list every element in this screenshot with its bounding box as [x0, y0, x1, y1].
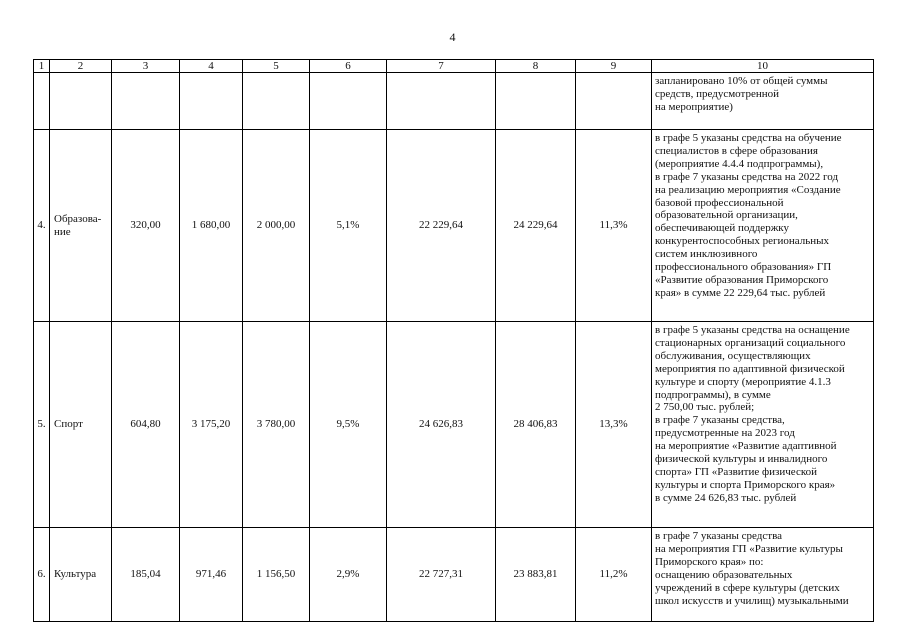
note-line: оснащению образовательных: [655, 568, 793, 581]
table-row: [34, 322, 874, 528]
value-cell-c6: 5,1%: [310, 130, 387, 322]
value-cell-c3: [112, 73, 180, 130]
value-cell-c8: 28 406,83: [496, 322, 576, 528]
value-cell-c7: 22 727,31: [387, 528, 496, 622]
column-number-cell: 1: [34, 60, 50, 73]
note-line: 2 750,00 тыс. рублей;: [655, 401, 755, 414]
note-line: обеспечивающей поддержку: [655, 222, 789, 235]
value-cell-c8: 24 229,64: [496, 130, 576, 322]
note-line: образовательной организации,: [655, 209, 798, 222]
column-number-cell: 8: [496, 60, 576, 73]
note-line: на мероприятие): [655, 100, 733, 113]
sector-name: [50, 322, 112, 528]
value-cell-c9: 11,3%: [576, 130, 652, 322]
value-cell-c7: 24 626,83: [387, 322, 496, 528]
note-line: конкурентоспособных региональных: [655, 235, 830, 248]
value-cell-c4: 971,46: [180, 528, 243, 622]
column-number-cell: 10: [652, 60, 874, 73]
note-line: на мероприятие «Развитие адаптивной: [655, 440, 837, 453]
column-number-row: [34, 60, 874, 73]
note-line: края» в сумме 22 229,64 тыс. рублей: [655, 286, 826, 299]
budget-table: [33, 59, 874, 622]
value-cell-c4: 3 175,20: [180, 322, 243, 528]
column-number-cell: 5: [243, 60, 310, 73]
note-line: обслуживания, осуществляющих: [655, 349, 811, 362]
column-number-cell: 7: [387, 60, 496, 73]
note-line: культуре и спорту (мероприятие 4.1.3: [655, 375, 831, 388]
value-cell-c4: [180, 73, 243, 130]
column-number-cell: 6: [310, 60, 387, 73]
row-number: 4.: [34, 130, 50, 322]
value-cell-c4: 1 680,00: [180, 130, 243, 322]
note-line: школ искусств и училищ) музыкальными: [655, 594, 849, 607]
table-row: [34, 73, 874, 130]
sector-name: [50, 73, 112, 130]
value-cell-c9: [576, 73, 652, 130]
value-cell-c9: 11,2%: [576, 528, 652, 622]
note-cell: [652, 528, 874, 622]
column-number-cell: 9: [576, 60, 652, 73]
note-line: на реализацию мероприятия «Создание: [655, 183, 841, 196]
note-line: профессионального образования» ГП: [655, 261, 832, 274]
note-line: подпрограммы), в сумме: [655, 388, 771, 401]
note-cell: [652, 130, 874, 322]
value-cell-c3: 320,00: [112, 130, 180, 322]
value-cell-c5: 2 000,00: [243, 130, 310, 322]
row-number: 5.: [34, 322, 50, 528]
note-line: специалистов в сфере образования: [655, 144, 818, 157]
note-line: культуры и спорта Приморского края»: [655, 478, 836, 491]
value-cell-c5: [243, 73, 310, 130]
value-cell-c6: 9,5%: [310, 322, 387, 528]
note-line: в графе 7 указаны средства: [655, 530, 782, 542]
note-cell: [652, 73, 874, 130]
note-line: физической культуры и инвалидного: [655, 453, 828, 466]
note-line: запланировано 10% от общей суммы: [655, 75, 828, 87]
sector-name: [50, 528, 112, 622]
note-line: учреждений в сфере культуры (детских: [655, 581, 840, 594]
column-number-cell: 3: [112, 60, 180, 73]
value-cell-c6: 2,9%: [310, 528, 387, 622]
value-cell-c5: 1 156,50: [243, 528, 310, 622]
value-cell-c7: [387, 73, 496, 130]
note-line: средств, предусмотренной: [655, 87, 780, 100]
value-cell-c5: 3 780,00: [243, 322, 310, 528]
note-line: в сумме 24 626,83 тыс. рублей: [655, 491, 797, 504]
row-number: 6.: [34, 528, 50, 622]
note-line: в графе 5 указаны средства на обучение: [655, 132, 842, 144]
note-line: «Развитие образования Приморского: [655, 273, 829, 286]
note-cell: [652, 322, 874, 528]
column-number-cell: 2: [50, 60, 112, 73]
sector-name-line: Спорт: [54, 418, 83, 431]
value-cell-c7: 22 229,64: [387, 130, 496, 322]
note-line: в графе 5 указаны средства на оснащение: [655, 324, 850, 336]
note-line: в графе 7 указаны средства,: [655, 414, 785, 427]
sector-name-line: ние: [54, 225, 71, 238]
note-line: систем инклюзивного: [655, 248, 758, 261]
note-line: стационарных организаций социального: [655, 336, 846, 349]
sector-name: [50, 130, 112, 322]
page-number: 4: [449, 30, 456, 44]
value-cell-c3: 185,04: [112, 528, 180, 622]
value-cell-c8: [496, 73, 576, 130]
value-cell-c9: 13,3%: [576, 322, 652, 528]
note-line: мероприятия по адаптивной физической: [655, 362, 845, 375]
note-line: (мероприятие 4.4.4 подпрограммы),: [655, 157, 824, 170]
column-number-cell: 4: [180, 60, 243, 73]
note-line: Приморского края» по:: [655, 555, 764, 568]
note-line: в графе 7 указаны средства на 2022 год: [655, 170, 839, 183]
value-cell-c3: 604,80: [112, 322, 180, 528]
value-cell-c6: [310, 73, 387, 130]
table-row: [34, 528, 874, 622]
sector-name-line: Образова-: [54, 212, 102, 225]
value-cell-c8: 23 883,81: [496, 528, 576, 622]
note-line: на мероприятия ГП «Развитие культуры: [655, 542, 843, 555]
table-row: [34, 130, 874, 322]
row-number: [34, 73, 50, 130]
note-line: предусмотренные на 2023 год: [655, 427, 795, 440]
sector-name-line: Культура: [54, 568, 97, 581]
note-line: базовой профессиональной: [655, 196, 784, 209]
note-line: спорта» ГП «Развитие физической: [655, 465, 817, 478]
